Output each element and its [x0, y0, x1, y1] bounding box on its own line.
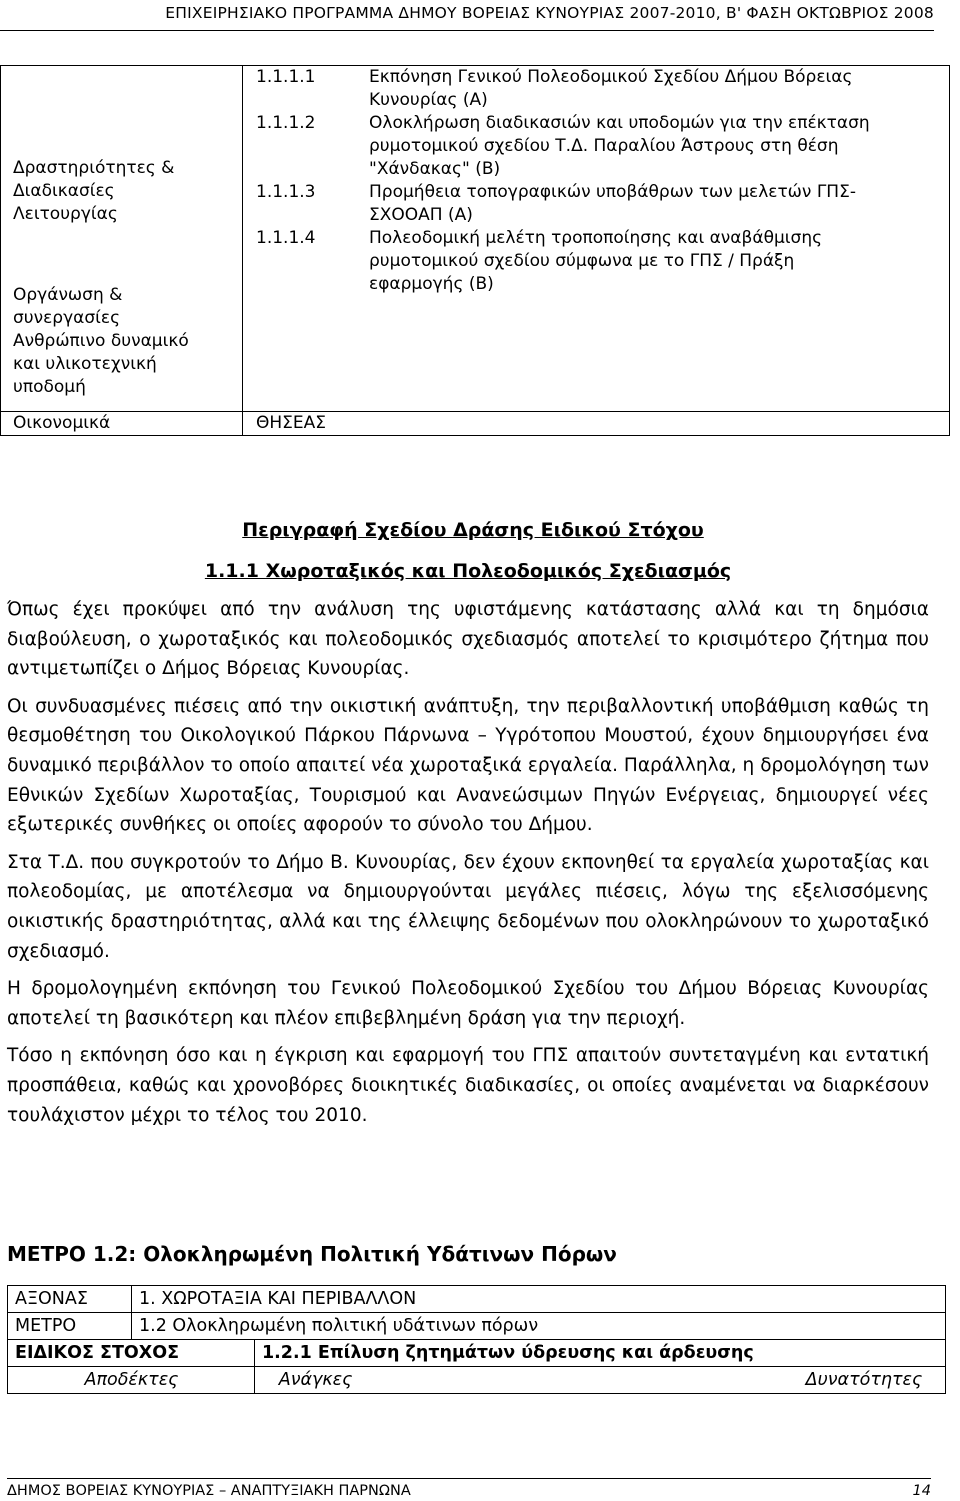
- actions-cell: [243, 66, 950, 412]
- page-header: [0, 0, 934, 31]
- table-row: [8, 1286, 946, 1313]
- action-item: [256, 227, 949, 296]
- paragraph: Η δρομολογημένη εκπόνηση του Γενικού Πολεοδομικού Σχεδίου του Δήμου Βόρειας Κυνουρίας αποτελεί τη βασικότερη και πλέον επιβεβλημένη δράση για την περιοχή.: [7, 978, 929, 1029]
- side-labels-cell: [1, 66, 243, 412]
- action-item: [256, 66, 949, 112]
- target-label: ΕΙΔΙΚΟΣ ΣΤΟΧΟΣ: [8, 1340, 255, 1367]
- action-number: 1.1.1.3: [256, 182, 316, 202]
- action-text: Ολοκλήρωση διαδικασιών και υποδομών για την επέκταση ρυμοτομικού σχεδίου Τ.Δ. Παραλίου Άστρους στη θέση "Χάνδακας" (Β): [369, 113, 870, 179]
- action-plan-table: [0, 65, 950, 436]
- finance-value: ΘΗΣΕΑΣ: [243, 412, 950, 436]
- col-needs: Ανάγκες: [278, 1370, 353, 1390]
- action-number: 1.1.1.4: [256, 228, 316, 248]
- table-row: [8, 1367, 946, 1394]
- header-title: ΕΠΙΧΕΙΡΗΣΙΑΚΟ ΠΡΟΓΡΑΜΜΑ ΔΗΜΟΥ ΒΟΡΕΙΑΣ ΚΥΝΟΥΡΙΑΣ 2007-2010, Β' ΦΑΣΗ ΟΚΤΩΒΡΙΟΣ 2008: [165, 4, 934, 22]
- action-item: [256, 112, 949, 181]
- action-number: 1.1.1.2: [256, 113, 316, 133]
- activities-label: Δραστηριότητες & Διαδικασίες Λειτουργίας: [13, 158, 175, 224]
- table-row: [8, 1313, 946, 1340]
- measure-label: ΜΕΤΡΟ: [8, 1313, 132, 1340]
- page-number: 14: [912, 1483, 931, 1499]
- target-value: 1.2.1 Επίλυση ζητημάτων ύδρευσης και άρδευσης: [254, 1340, 945, 1367]
- col-needs-potential: [254, 1367, 945, 1394]
- paragraph: Στα Τ.Δ. που συγκροτούν το Δήμο Β. Κυνουρίας, δεν έχουν εκπονηθεί τα εργαλεία χωροταξίας και πολεοδομίας, με αποτέλεσμα να δημιουργούνται μεγάλες πιέσεις, λόγω της εξελισσόμενης οικιστικής δραστηριότητας, αλλά και της έλλειψης δεδομένων που ολοκληρώνουν το χωροταξικό σχεδιασμό.: [7, 851, 929, 962]
- action-text: Εκπόνηση Γενικού Πολεοδομικού Σχεδίου Δήμου Βόρειας Κυνουρίας (Α): [369, 67, 853, 110]
- organization-label: Οργάνωση & συνεργασίες Ανθρώπινο δυναμικό και υλικοτεχνική υποδομή: [13, 285, 189, 397]
- axis-label: ΑΞΟΝΑΣ: [8, 1286, 132, 1313]
- section-body: [7, 595, 929, 1138]
- action-number: 1.1.1.1: [256, 67, 316, 87]
- section-title: Περιγραφή Σχεδίου Δράσης Ειδικού Στόχου: [242, 519, 704, 541]
- paragraph: Τόσο η εκπόνηση όσο και η έγκριση και εφαρμογή του ΓΠΣ απαιτούν συντεταγμένη και εντατική προσπάθεια, καθώς και χρονοβόρες διοικητικές διαδικασίες, οι οποίες αναμένεται να διαρκέσουν τουλάχιστον μέχρι το τέλος του 2010.: [7, 1045, 929, 1126]
- footer-text: ΔΗΜΟΣ ΒΟΡΕΙΑΣ ΚΥΝΟΥΡΙΑΣ – ΑΝΑΠΤΥΞΙΑΚΗ ΠΑΡΝΩΝΑ: [7, 1483, 411, 1499]
- table-row: [8, 1340, 946, 1367]
- col-potential: Δυνατότητες: [805, 1370, 923, 1390]
- col-recipients: Αποδέκτες: [8, 1367, 255, 1394]
- page-footer: [7, 1478, 931, 1499]
- action-text: Προμήθεια τοπογραφικών υποβάθρων των μελετών ΓΠΣ- ΣΧΟΟΑΠ (Α): [369, 182, 856, 225]
- metro-title: ΜΕΤΡΟ 1.2: Ολοκληρωμένη Πολιτική Υδάτινων Πόρων: [7, 1242, 617, 1266]
- metro-table: [7, 1285, 946, 1394]
- section-subtitle: 1.1.1 Χωροταξικός και Πολεοδομικός Σχεδιασμός: [204, 560, 732, 582]
- action-text: Πολεοδομική μελέτη τροποποίησης και αναβάθμισης ρυμοτομικού σχεδίου σύμφωνα με το ΓΠΣ / Πράξη εφαρμογής (Β): [369, 228, 823, 294]
- paragraph: Οι συνδυασμένες πιέσεις από την οικιστική ανάπτυξη, την περιβαλλοντική υποβάθμιση καθώς τη θεσμοθέτηση του Οικολογικού Πάρκου Πάρνωνα – Υγρότοπου Μουστού, έχουν δημιουργήσει ένα δυναμικό περιβάλλον το οποίο απαιτεί νέα χωροταξικά εργαλεία. Παράλληλα, η δρομολόγηση των Εθνικών Σχεδίων Χωροταξίας, Τουρισμού και Ανανεώσιμων Πηγών Ενέργειας, δημιουργεί νέες εξωτερικές συνθήκες οι οποίες αφορούν το σύνολο του Δήμου.: [7, 695, 929, 836]
- action-item: [256, 181, 949, 227]
- paragraph: Όπως έχει προκύψει από την ανάλυση της υφιστάμενης κατάστασης αλλά και τη δημόσια διαβούλευση, ο χωροταξικός και πολεοδομικός σχεδιασμός αποτελεί το κρισιμότερο ζήτημα που αντιμετωπίζει ο Δήμος Βόρειας Κυνουρίας.: [7, 599, 929, 680]
- finance-label: Οικονομικά: [1, 412, 243, 436]
- axis-value: 1. ΧΩΡΟΤΑΞΙΑ ΚΑΙ ΠΕΡΙΒΑΛΛΟΝ: [132, 1286, 946, 1313]
- measure-value: 1.2 Ολοκληρωμένη πολιτική υδάτινων πόρων: [132, 1313, 946, 1340]
